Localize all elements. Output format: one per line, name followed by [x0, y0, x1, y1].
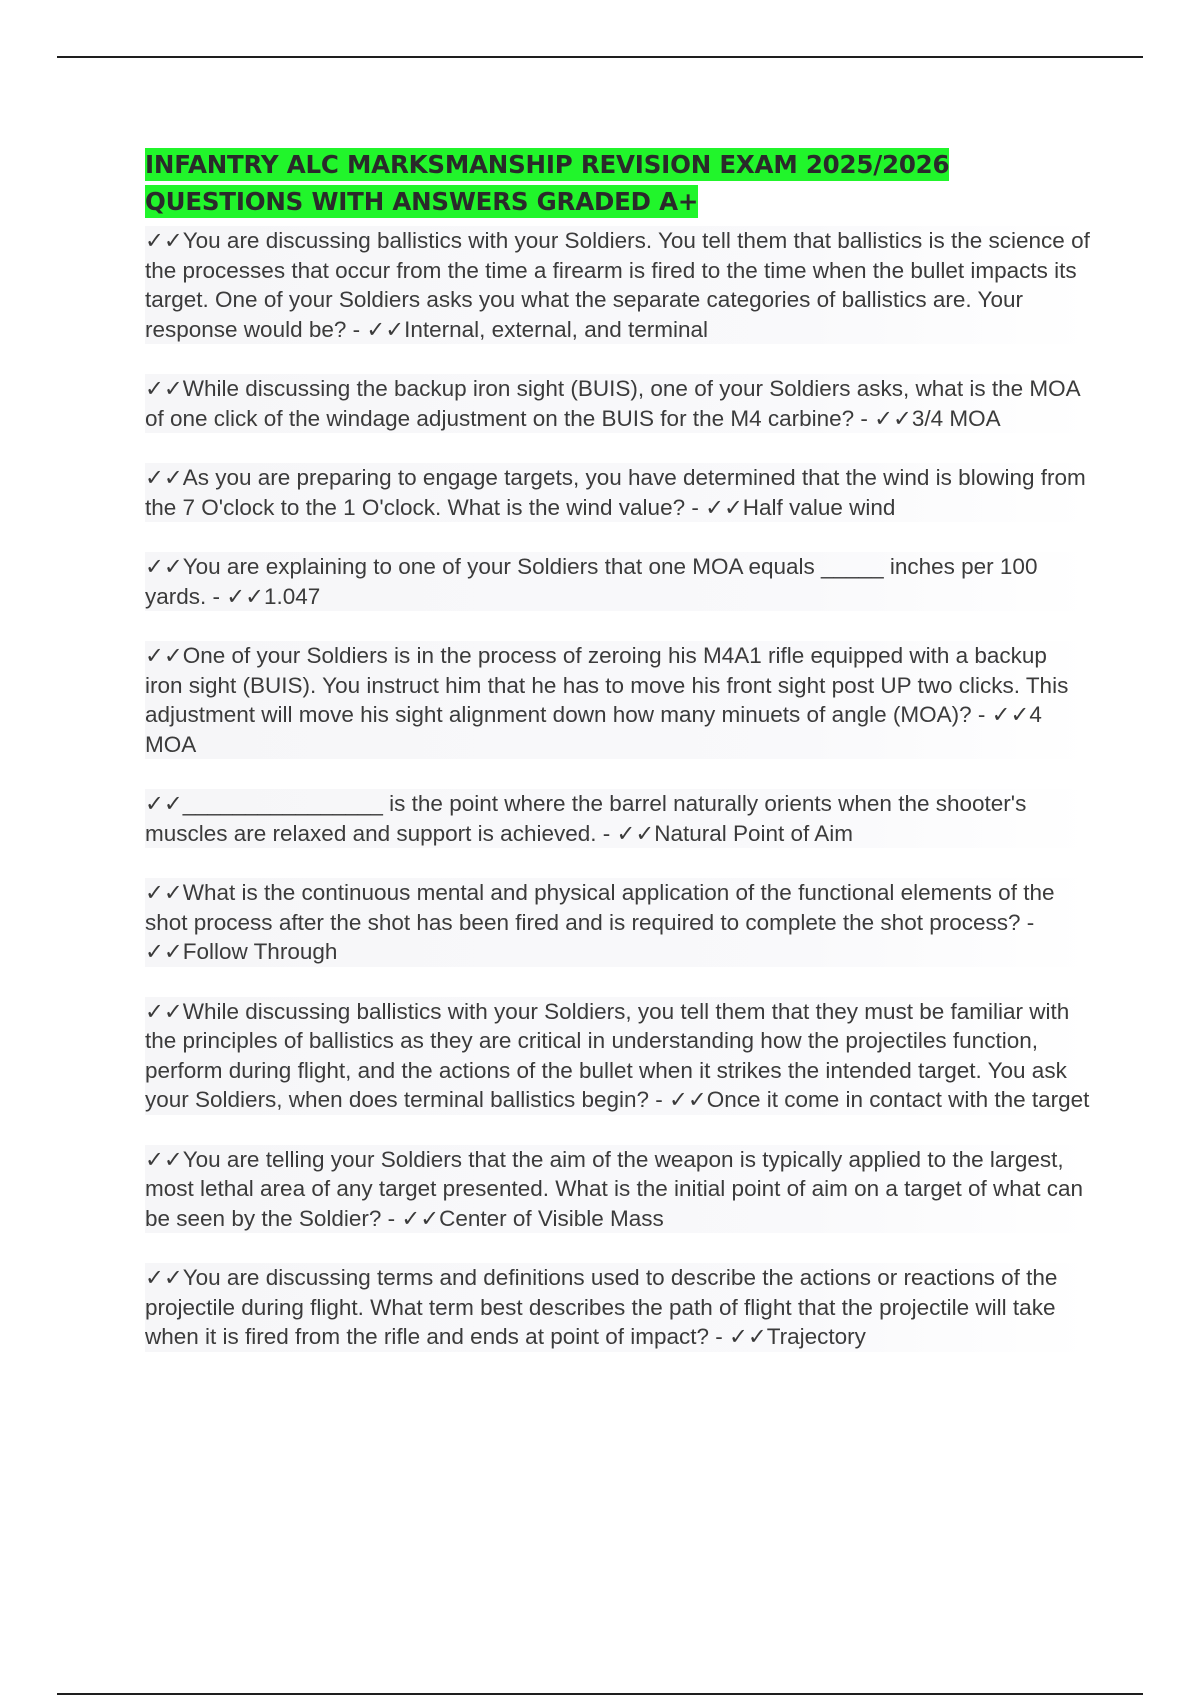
qa-item: ✓✓While discussing ballistics with your Soldiers, you tell them that they must be familiar with the principles of ballistics as they are critical in understanding how the projectiles function, perform during flight, and the actions of the bullet when it strikes the intended target. You ask your Soldiers, when does terminal ballistics begin? - ✓✓Once it come in contact with the target — [145, 997, 1090, 1115]
document-body — [145, 146, 1090, 1382]
qa-item: ✓✓One of your Soldiers is in the process of zeroing his M4A1 rifle equipped with a backup iron sight (BUIS). You instruct him that he has to move his front sight post UP two clicks. This adjustment will move his sight alignment down how many minuets of angle (MOA)? - ✓✓4 MOA — [145, 641, 1090, 759]
document-title — [145, 146, 1090, 220]
qa-item: ✓✓You are telling your Soldiers that the aim of the weapon is typically applied to the largest, most lethal area of any target presented. What is the initial point of aim on a target of what can be seen by the Soldier? - ✓✓Center of Visible Mass — [145, 1145, 1090, 1234]
top-rule — [57, 56, 1143, 58]
title-line-1: INFANTRY ALC MARKSMANSHIP REVISION EXAM 2025/2026 — [145, 150, 950, 179]
qa-item: ✓✓You are discussing terms and definitions used to describe the actions or reactions of the projectile during flight. What term best describes the path of flight that the projectile will take when it is fired from the rifle and ends at point of impact? - ✓✓Trajectory — [145, 1263, 1090, 1352]
qa-list — [145, 226, 1090, 1352]
qa-item: ✓✓You are explaining to one of your Soldiers that one MOA equals _____ inches per 100 yards. - ✓✓1.047 — [145, 552, 1090, 611]
qa-item: ✓✓As you are preparing to engage targets, you have determined that the wind is blowing from the 7 O'clock to the 1 O'clock. What is the wind value? - ✓✓Half value wind — [145, 463, 1090, 522]
bottom-rule — [57, 1693, 1143, 1695]
title-line-2: QUESTIONS WITH ANSWERS GRADED A+ — [145, 187, 699, 216]
qa-item: ✓✓While discussing the backup iron sight (BUIS), one of your Soldiers asks, what is the MOA of one click of the windage adjustment on the BUIS for the M4 carbine? - ✓✓3/4 MOA — [145, 374, 1090, 433]
qa-item: ✓✓What is the continuous mental and physical application of the functional elements of the shot process after the shot has been fired and is required to complete the shot process? - ✓✓Follow Through — [145, 878, 1090, 967]
qa-item: ✓✓You are discussing ballistics with your Soldiers. You tell them that ballistics is the science of the processes that occur from the time a firearm is fired to the time when the bullet impacts its target. One of your Soldiers asks you what the separate categories of ballistics are. Your response would be? - ✓✓Internal, external, and terminal — [145, 226, 1090, 344]
qa-item: ✓✓________________ is the point where the barrel naturally orients when the shooter's muscles are relaxed and support is achieved. - ✓✓Natural Point of Aim — [145, 789, 1090, 848]
